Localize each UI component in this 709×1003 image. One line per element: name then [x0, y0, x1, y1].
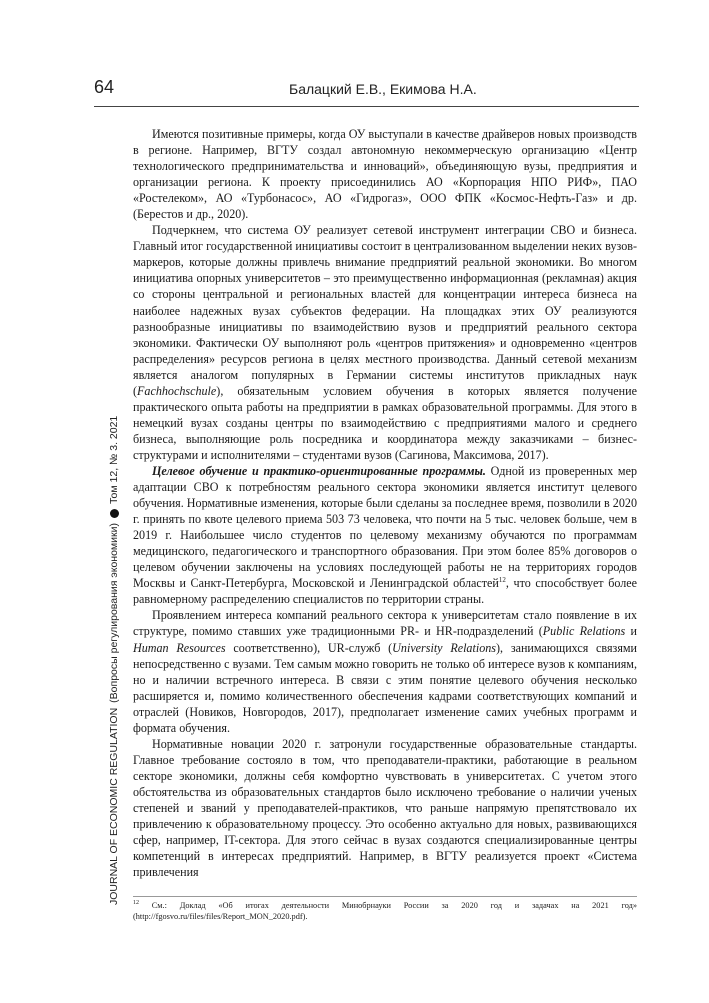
body-text [133, 126, 637, 880]
paragraph-3-text-b: , что способствует более равномерному распределению специалистов по территории страны. [133, 576, 637, 607]
journal-volume: Том 12, № 3. 2021 [108, 415, 120, 505]
paragraph-2-text-a: Подчеркнем, что система ОУ реализует сетевой инструмент интеграции СВО и бизнеса. Главный итог государственной инициативы состоит в централизованном выделении неких вузов-маркеров, которые должны привлечь внимание предприятий реальной экономики. Во многом инициатива опорных университетов – это преимущественно информационная (рекламная) акция со стороны центральной и региональных властей для концентрации интереса бизнеса на наиболее надежных вузах субъектов федерации. На площадках этих ОУ реализуются разнообразные инициативы по взаимодействию вузов и предприятий реального сектора экономики. Фактически ОУ выполняют роль «центров притяжения» и одновременно «центров распределения» ресурсов региона в целях местного производства. Данный сетевой механизм является аналогом популярных в Германии системы институтов прикладных наук ( [133, 223, 637, 398]
header-rule [94, 106, 639, 107]
paragraph-2-term: Fachhochschule [137, 383, 217, 398]
footnote-ref: 12 [498, 576, 506, 585]
paragraph-2-text-b: ), обязательным условием обучения в которых является получение практического опыта работы на предприятии в рамках образовательной программы. Для этого в немецкий вузах созданы центры по взаимодействию с предприятиями малого и среднего бизнеса, выполняющие роль посредника и координатора между заказчиками – бизнес-структурами и исполнителями – студентами вузов (Сагинова, Максимова, 2017). [133, 383, 637, 462]
footnote-number: 12 [133, 900, 139, 906]
journal-name-ru: (Вопросы регулирования экономики) [108, 523, 120, 703]
paragraph-4-text-a: Проявлением интереса компаний реального сектора к университетам стало появление в их структуре, помимо ставших уже традиционными PR- и HR-подразделений ( [133, 608, 637, 639]
section-heading: Целевое обучение и практико-ориентированные программы. [152, 463, 486, 478]
page-number: 64 [94, 77, 115, 97]
footnote [133, 898, 637, 922]
paragraph-4-text-c: ), занимающихся связями непосредственно с вузами. Тем самым можно говорить не только об интересе вузов к компаниям, но и наличии встречного интереса. В связи с этим понятие целевого обучения несколько расширяется и, помимо количественного обеспечения кадрами соответствующих компаний и отраслей (Новиков, Новгородов, 2017), предполагает изменение самих учебных программ и формата обучения. [133, 640, 638, 735]
footnote-rule [133, 896, 637, 897]
paragraph-4-term-hr: Human Resources [133, 640, 226, 655]
running-head-authors: Балацкий Е.В., Екимова Н.А. [289, 81, 477, 97]
side-journal-title [108, 416, 120, 905]
footnote-text: См.: Доклад «Об итогах деятельности Минобрнауки России за 2020 год и задачах на 2021 год» (http://fgosvo.ru/files/files/Report_MON_2020.pdf). [133, 900, 637, 921]
paragraph-3-text-a: Одной из проверенных мер адаптации СВО к потребностям реального сектора экономики является институт целевого обучения. Нормативные изменения, которые были сделаны за последнее время, позволили в 2020 г. принять по квоте целевого приема 503 73 человека, что почти на 5 тыс. человек больше, чем в 2019 г. Наибольшее число студентов по целевому механизму обучаются по программам медицинского, педагогического и транспортного образования. При этом более 85% договоров о целевом обучении заключены на условиях последующей работы не на территориях городов Москвы и Санкт-Петербурга, Московской и Ленинградской областей [133, 463, 637, 591]
paragraph-4-term-ur: University Relations [392, 640, 496, 655]
bullet-dot-icon [110, 509, 119, 518]
paragraph-3 [133, 463, 637, 607]
paragraph-4 [133, 607, 637, 735]
paragraph-1: Имеются позитивные примеры, когда ОУ выступали в качестве драйверов новых производств в регионе. Например, ВГТУ создал автономную некоммерческую организацию «Центр технологического предпринимательства и инноваций», объединяющую вузы, предприятия и организации региона. К проекту присоединились АО «Корпорация НПО РИФ», ПАО «Ростелеком», АО «Турбонасос», АО «Гидрогаз», ООО ФПК «Космос-Нефть-Газ» и др. (Берестов и др., 2020). [133, 127, 637, 222]
journal-name: JOURNAL OF ECONOMIC REGULATION [108, 707, 120, 905]
paragraph-4-and: и [625, 624, 637, 639]
paragraph-5: Нормативные новации 2020 г. затронули государственные образовательные стандарты. Главное требование состояло в том, что преподаватели-практики, работающие в реальном секторе экономики, должны себя комфортно чувствовать в университетах. С учетом этого обстоятельства из образовательных стандартов было исключено требование о наличии ученых степеней и званий у преподавателей-практиков, что раньше напрямую препятствовало их привлечению к образовательному процессу. Это особенно актуально для новых, развивающихся сфер, например, IT-сектора. Для этого сейчас в вузах создаются специализированные центры компетенций в интересах предприятий. Например, в ВГТУ реализуется проект «Система привлечения [133, 736, 637, 880]
paragraph-4-text-b: соответственно), UR-служб ( [225, 640, 393, 655]
paragraph-2 [133, 222, 637, 463]
paragraph-4-term-pr: Public Relations [542, 624, 626, 639]
